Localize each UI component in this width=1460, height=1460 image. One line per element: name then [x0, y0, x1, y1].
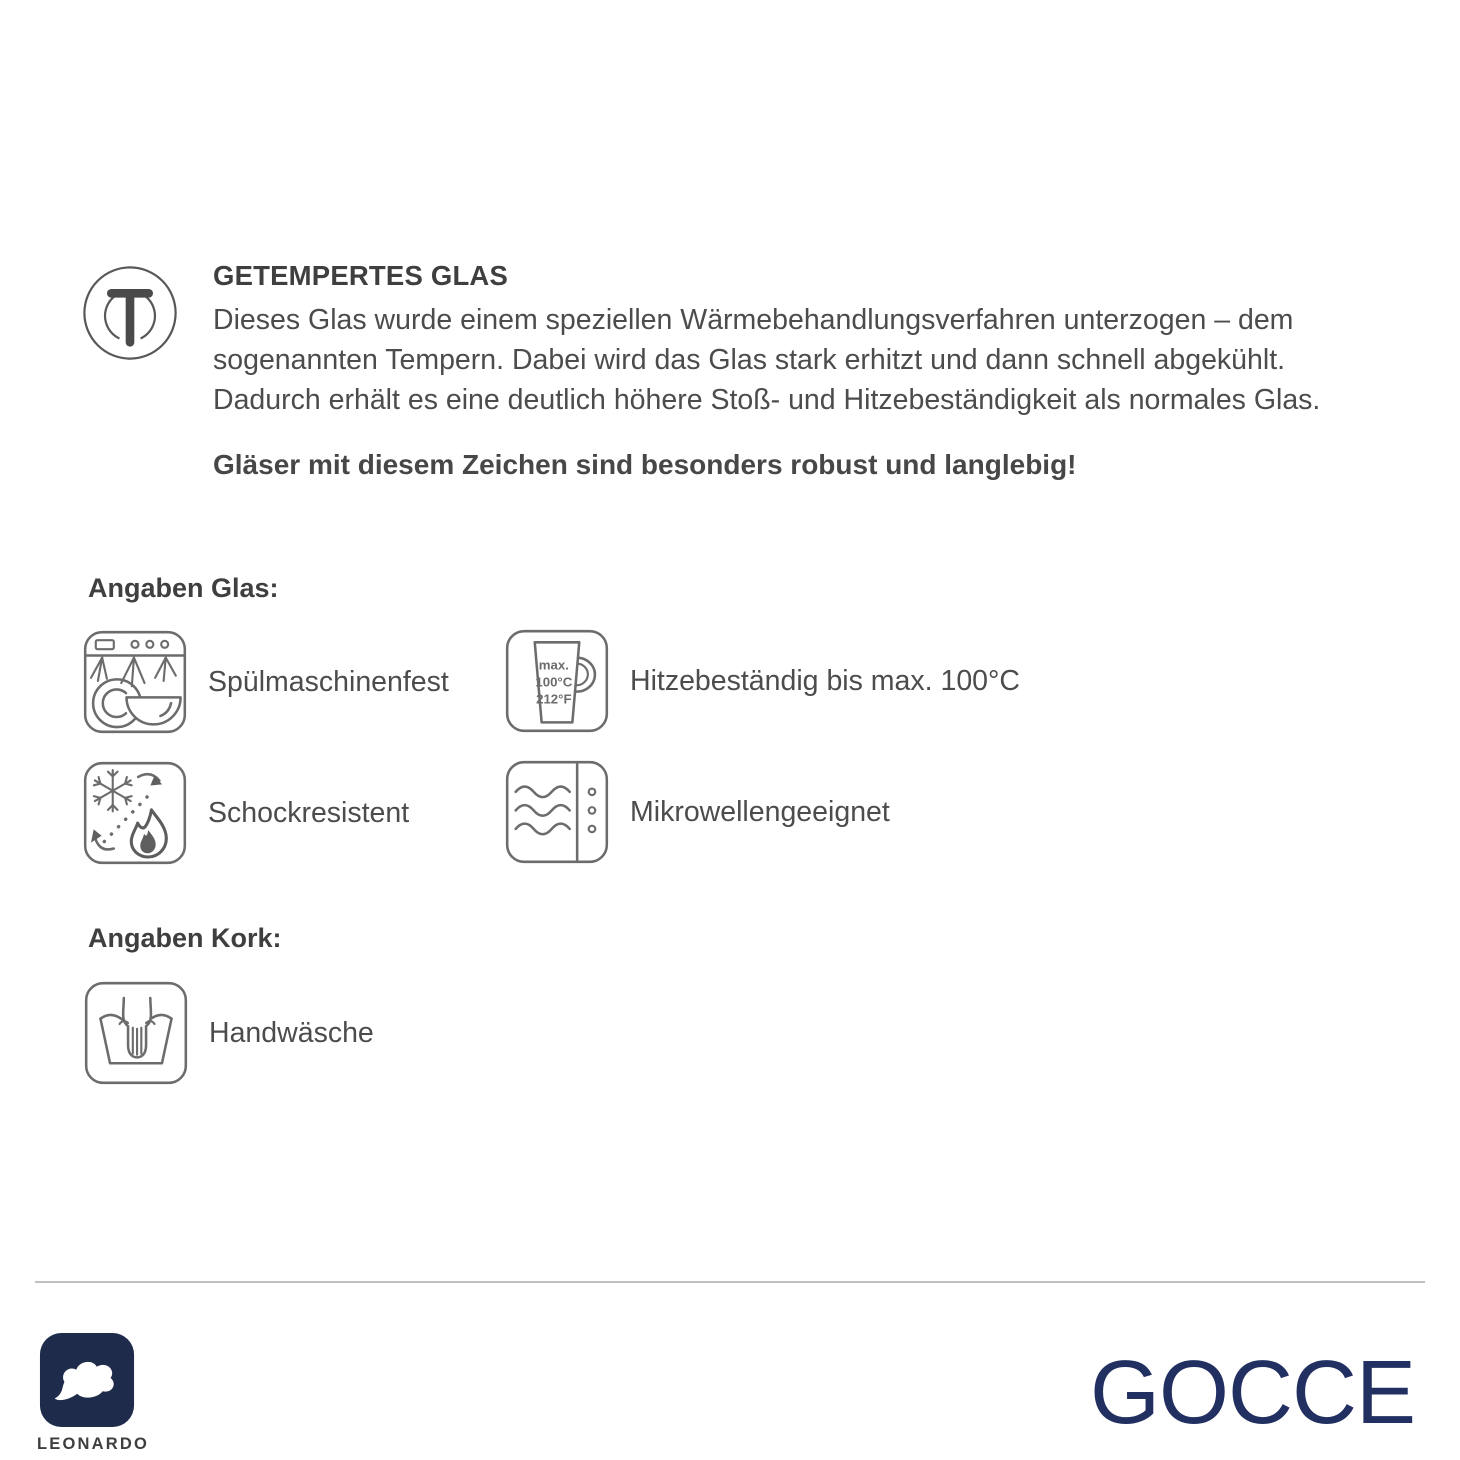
dishwasher-safe-icon — [82, 629, 188, 735]
hand-glyph — [120, 998, 155, 1057]
arrow-top-right — [138, 774, 162, 785]
heat-resistant-icon — [504, 628, 610, 734]
care-label: Handwäsche — [209, 1016, 374, 1049]
icon-text-max: max. — [538, 657, 569, 673]
care-label: Spülmaschinenfest — [208, 665, 449, 698]
care-item-microwave — [504, 759, 890, 865]
cork-section-heading: Angaben Kork: — [88, 923, 282, 953]
tempered-heading: GETEMPERTES GLAS — [213, 260, 509, 291]
tempered-description: Dieses Glas wurde einem speziellen Wärmebehandlungsverfahren unterzogen – dem sogenannten Tempern. Dabei wird das Glas stark erhitzt und dann schnell abgekühlt. Dadurch erhält es eine deutlich höhere Stoß- und Hitzebeständigkeit als normales Glas. — [213, 304, 1321, 416]
tempered-glass-section — [213, 259, 1371, 483]
tempered-glass-t-icon — [82, 265, 178, 361]
icon-text-celsius: 100°C — [535, 674, 573, 690]
footer-divider — [35, 1281, 1425, 1283]
wave-lines — [516, 787, 570, 835]
inner-arc-left — [105, 297, 119, 339]
care-item-dishwasher — [82, 629, 449, 735]
care-item-shock — [82, 760, 409, 866]
glass-section-heading: Angaben Glas: — [88, 573, 279, 603]
brand-wordmark: LEONARDO — [37, 1435, 150, 1453]
care-item-heat — [504, 628, 1020, 734]
icon-text-fahrenheit: 212°F — [536, 691, 572, 707]
control-dots — [589, 789, 596, 833]
product-name: GOCCE — [1090, 1343, 1416, 1443]
leonardo-logo — [37, 1331, 137, 1429]
care-label: Mikrowellengeeignet — [630, 795, 890, 828]
display-glyph — [96, 640, 114, 649]
care-label: Schockresistent — [208, 796, 410, 829]
handwash-icon — [83, 980, 189, 1086]
microwave-safe-icon — [504, 759, 610, 865]
brand-logo-block — [37, 1331, 150, 1454]
arrow-bottom-left — [91, 829, 114, 849]
shock-resistant-icon — [82, 760, 188, 866]
care-label: Hitzebeständig bis max. 100°C — [630, 664, 1021, 697]
snowflake-glyph — [92, 770, 133, 811]
care-item-handwash — [83, 980, 374, 1086]
inner-arc-right — [141, 297, 155, 339]
tempered-emphasis: Gläser mit diesem Zeichen sind besonders robust und langlebig! — [213, 449, 1077, 480]
button-dots — [132, 641, 169, 648]
